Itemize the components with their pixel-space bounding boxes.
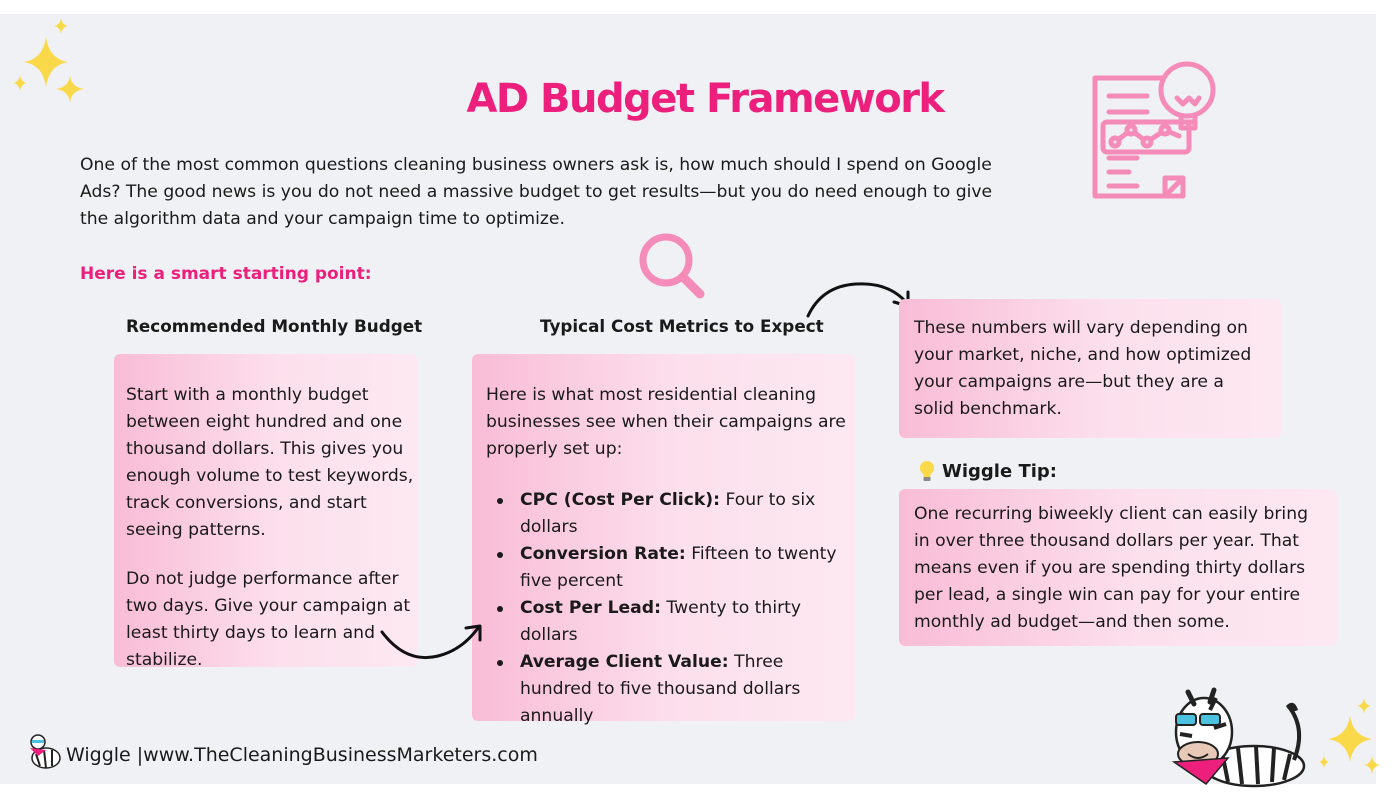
metric-value: Three hundred to five thousand dollars annually [520,652,801,727]
metrics-intro: Here is what most residential cleaning businesses see when their campaigns are properly set up: [486,385,846,460]
budget-paragraph-1: Start with a monthly budget between eight hundred and one thousand dollars. This gives you enough volume to test keywords, track conversions, and start seeing patterns. [126,385,414,541]
zebra-mascot [1166,684,1310,792]
budget-paragraph-2: Do not judge performance after two days. Give your campaign at least thirty days to learn and stabilize. [126,569,411,671]
tip-heading: Wiggle Tip: [942,461,1057,482]
list-item [486,595,846,649]
metric-value: Twenty to thirty dollars [520,598,802,646]
metric-label: Cost Per Lead: [520,598,661,619]
note-text: These numbers will vary depending on your market, niche, and how optimized your campaigns are—but they are a solid benchmark. [914,318,1252,419]
intro-paragraph: One of the most common questions cleaning business owners ask is, how much should I spend on Google Ads? The good news is you do not need a massive budget to get results—but you do need enough to give the algorithm data and your campaign time to optimize. [80,155,993,229]
metric-value: Four to six dollars [520,490,816,538]
metrics-heading: Typical Cost Metrics to Expect [540,316,824,336]
metrics-list [486,487,846,730]
magnifier-icon [634,230,714,302]
budget-text [126,365,416,691]
section-subtitle: Here is a smart starting point: [80,264,372,284]
lightbulb-icon [918,460,936,482]
tip-text: One recurring biweekly client can easily bring in over three thousand dollars per year. That means even if you are spending thirty dollars per lead, a single win can pay for your entire monthly ad budget—and then some. [914,504,1309,632]
metric-label: Average Client Value: [520,652,729,673]
list-item [486,541,846,595]
budget-heading: Recommended Monthly Budget [126,316,423,336]
metric-label: CPC (Cost Per Click): [520,490,720,511]
metric-label: Conversion Rate: [520,544,686,565]
metrics-text [486,365,846,730]
zebra-mascot [26,732,64,772]
arrow-icon [376,616,488,668]
metric-value: Fifteen to twenty five percent [520,544,837,592]
page-title: AD Budget Framework [466,76,944,122]
footer-credit: Wiggle |www.TheCleaningBusinessMarketers.com [66,744,538,766]
document-lightbulb-icon [1085,58,1220,208]
list-item [486,649,846,730]
sparkle-icon [1316,694,1388,780]
list-item [486,487,846,541]
